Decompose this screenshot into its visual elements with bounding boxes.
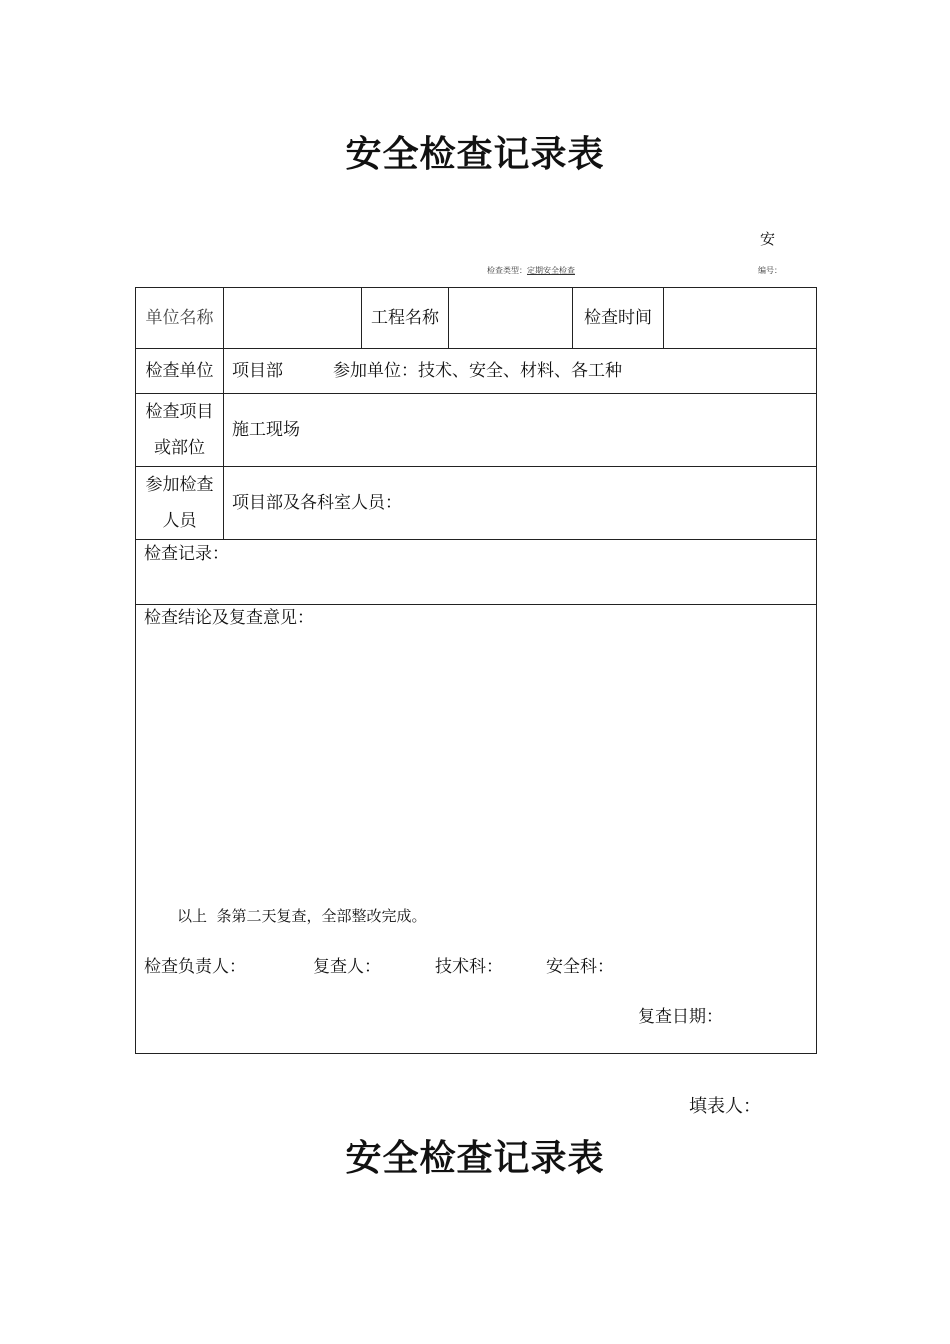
responsible-label: 检查负责人： xyxy=(144,957,246,977)
check-type-label: 检查类型： xyxy=(487,266,527,275)
check-item-label-line2: 或部位 xyxy=(154,438,205,458)
inspection-form-table xyxy=(135,287,817,1054)
filler-label: 填表人： xyxy=(689,1096,761,1117)
check-time-label: 检查时间 xyxy=(573,288,664,349)
project-name-label: 工程名称 xyxy=(362,288,449,349)
page-title: 安全检查记录表 xyxy=(345,133,605,175)
check-unit-value: 项目部 xyxy=(232,361,283,381)
rechecker-label: 复查人： xyxy=(313,957,381,977)
row-check-item xyxy=(136,394,817,467)
tech-dept-label: 技术科： xyxy=(435,957,503,977)
check-item-value[interactable]: 施工现场 xyxy=(224,394,817,467)
check-unit-label: 检查单位 xyxy=(136,349,224,394)
conclusion-label: 检查结论及复查意见： xyxy=(144,608,314,628)
safety-dept-label: 安全科： xyxy=(546,957,614,977)
project-name-value[interactable] xyxy=(449,288,573,349)
check-item-label-line1: 检查项目 xyxy=(145,402,214,422)
check-record-cell[interactable] xyxy=(136,540,817,605)
participants-label-line2: 人员 xyxy=(162,511,197,531)
recheck-date-label: 复查日期： xyxy=(638,1007,723,1027)
conclusion-cell[interactable] xyxy=(136,605,817,1054)
conclusion-statement: 以上 条第二天复查，全部整改完成。 xyxy=(177,907,427,925)
number-label: 编号： xyxy=(758,266,782,275)
check-type-value: 定期安全检查 xyxy=(527,266,575,275)
corner-char: 安 xyxy=(760,230,776,248)
participants-label-line1: 参加检查 xyxy=(145,475,214,495)
check-record-label: 检查记录： xyxy=(144,544,229,564)
row-record xyxy=(136,540,817,605)
page-title-repeat: 安全检查记录表 xyxy=(345,1138,605,1179)
row-participants xyxy=(136,467,817,540)
unit-name-value[interactable] xyxy=(224,288,362,349)
check-time-value[interactable] xyxy=(664,288,817,349)
row-unit-project-time xyxy=(136,288,817,349)
row-check-unit xyxy=(136,349,817,394)
check-type xyxy=(487,265,575,276)
check-unit-cell[interactable] xyxy=(224,349,817,394)
participating-units: 参加单位：技术、安全、材料、各工种 xyxy=(333,361,622,381)
unit-name-label: 单位名称 xyxy=(136,288,224,349)
participants-label xyxy=(136,467,224,540)
check-item-label xyxy=(136,394,224,467)
participants-value[interactable]: 项目部及各科室人员： xyxy=(224,467,817,540)
row-conclusion xyxy=(136,605,817,1054)
